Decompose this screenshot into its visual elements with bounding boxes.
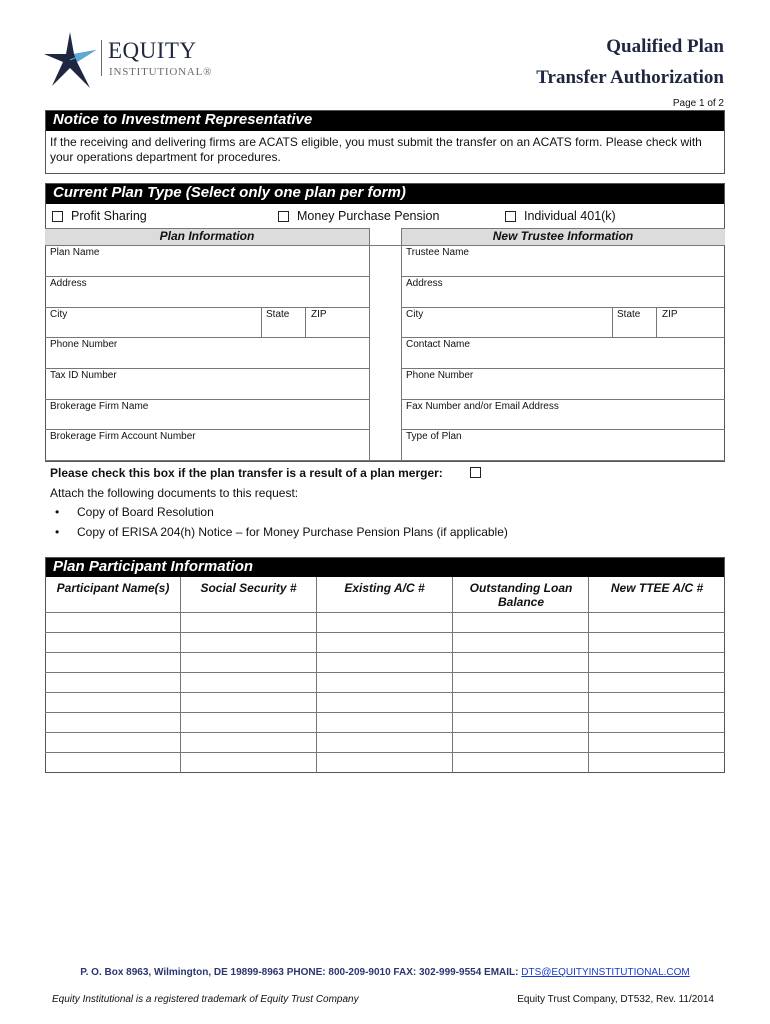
bullet-icon: • <box>55 505 60 519</box>
divider <box>401 228 402 461</box>
profit-sharing-checkbox[interactable] <box>52 211 63 222</box>
divider <box>656 307 657 337</box>
form-title-line2: Transfer Authorization <box>536 67 724 88</box>
divider <box>452 577 453 773</box>
divider <box>401 307 725 308</box>
contact-name-field[interactable]: Contact Name <box>406 339 470 350</box>
divider <box>45 307 369 308</box>
plan-information-header: Plan Information <box>45 229 369 245</box>
table-row[interactable] <box>45 712 725 713</box>
divider <box>45 429 369 430</box>
divider <box>401 429 725 430</box>
trustee-zip-field[interactable]: ZIP <box>662 309 678 320</box>
money-purchase-pension-checkbox[interactable] <box>278 211 289 222</box>
logo-subtitle: INSTITUTIONAL® <box>109 66 213 78</box>
fax-email-field[interactable]: Fax Number and/or Email Address <box>406 401 559 412</box>
divider <box>45 399 369 400</box>
plan-city-field[interactable]: City <box>50 309 68 320</box>
footer-trademark: Equity Institutional is a registered trademark of Equity Trust Company <box>52 994 359 1005</box>
new-trustee-information-header: New Trustee Information <box>401 229 725 245</box>
trustee-state-field[interactable]: State <box>617 309 641 320</box>
logo-wordmark: EQUITY <box>108 38 197 63</box>
plan-type-heading: Current Plan Type (Select only one plan per form) <box>45 183 725 204</box>
table-row[interactable] <box>45 692 725 693</box>
plan-merger-checkbox[interactable] <box>470 467 481 478</box>
profit-sharing-label: Profit Sharing <box>71 209 147 223</box>
divider <box>369 228 370 461</box>
footer-email-link[interactable]: DTS@EQUITYINSTITUTIONAL.COM <box>521 967 690 978</box>
bullet-erisa-notice: Copy of ERISA 204(h) Notice – for Money Purchase Pension Plans (if applicable) <box>77 525 508 539</box>
plan-address-field[interactable]: Address <box>50 278 87 289</box>
divider <box>401 337 725 338</box>
type-of-plan-field[interactable]: Type of Plan <box>406 431 462 442</box>
trustee-city-field[interactable]: City <box>406 309 424 320</box>
table-row[interactable] <box>45 752 725 753</box>
footer-revision: Equity Trust Company, DT532, Rev. 11/2014 <box>517 994 714 1005</box>
bullet-board-resolution: Copy of Board Resolution <box>77 505 214 519</box>
table-row[interactable] <box>45 652 725 653</box>
individual-401k-checkbox[interactable] <box>505 211 516 222</box>
trustee-address-field[interactable]: Address <box>406 278 443 289</box>
divider <box>45 337 369 338</box>
attach-documents-label: Attach the following documents to this request: <box>50 486 299 500</box>
logo-divider <box>101 40 102 76</box>
divider <box>401 368 725 369</box>
divider <box>305 307 306 337</box>
divider <box>45 460 725 461</box>
brokerage-firm-name-field[interactable]: Brokerage Firm Name <box>50 401 149 412</box>
bullet-icon: • <box>55 525 60 539</box>
brokerage-account-number-field[interactable]: Brokerage Firm Account Number <box>50 431 196 442</box>
plan-name-field[interactable]: Plan Name <box>50 247 100 258</box>
notice-text: If the receiving and delivering firms are ACATS eligible, you must submit the transfer on an ACATS form. Please check with your operations department for procedures. <box>50 135 702 164</box>
divider <box>261 307 262 337</box>
participant-heading: Plan Participant Information <box>45 557 725 577</box>
plan-merger-label: Please check this box if the plan transfer is a result of a plan merger: <box>50 466 443 480</box>
col-outstanding-loan: Outstanding Loan Balance <box>469 581 573 609</box>
col-new-ttee-account: New TTEE A/C # <box>610 581 704 595</box>
divider <box>45 368 369 369</box>
divider <box>45 276 369 277</box>
col-social-security: Social Security # <box>200 581 297 595</box>
individual-401k-label: Individual 401(k) <box>524 209 616 223</box>
col-participant-names: Participant Name(s) <box>56 581 170 595</box>
footer-contact-text: P. O. Box 8963, Wilmington, DE 19899-8963 PHONE: 800-209-9010 FAX: 302-999-9554 EMAIL: <box>80 967 519 978</box>
trustee-phone-field[interactable]: Phone Number <box>406 370 474 381</box>
table-row[interactable] <box>45 672 725 673</box>
divider <box>180 577 181 773</box>
footer-contact <box>0 967 770 978</box>
divider <box>612 307 613 337</box>
trustee-name-field[interactable]: Trustee Name <box>406 247 469 258</box>
plan-state-field[interactable]: State <box>266 309 290 320</box>
table-row[interactable] <box>45 612 725 613</box>
center-gap <box>369 228 401 461</box>
notice-heading: Notice to Investment Representative <box>45 110 725 131</box>
divider <box>588 577 589 773</box>
divider <box>401 276 725 277</box>
plan-zip-field[interactable]: ZIP <box>311 309 327 320</box>
table-row[interactable] <box>45 732 725 733</box>
equity-star-logo-icon <box>44 32 96 88</box>
tax-id-field[interactable]: Tax ID Number <box>50 370 117 381</box>
form-title-line1: Qualified Plan <box>606 36 724 57</box>
page-number: Page 1 of 2 <box>672 98 724 109</box>
divider <box>45 245 725 246</box>
col-existing-account: Existing A/C # <box>344 581 425 595</box>
divider <box>316 577 317 773</box>
table-row[interactable] <box>45 632 725 633</box>
divider <box>401 399 725 400</box>
plan-phone-field[interactable]: Phone Number <box>50 339 118 350</box>
money-purchase-pension-label: Money Purchase Pension <box>297 209 440 223</box>
